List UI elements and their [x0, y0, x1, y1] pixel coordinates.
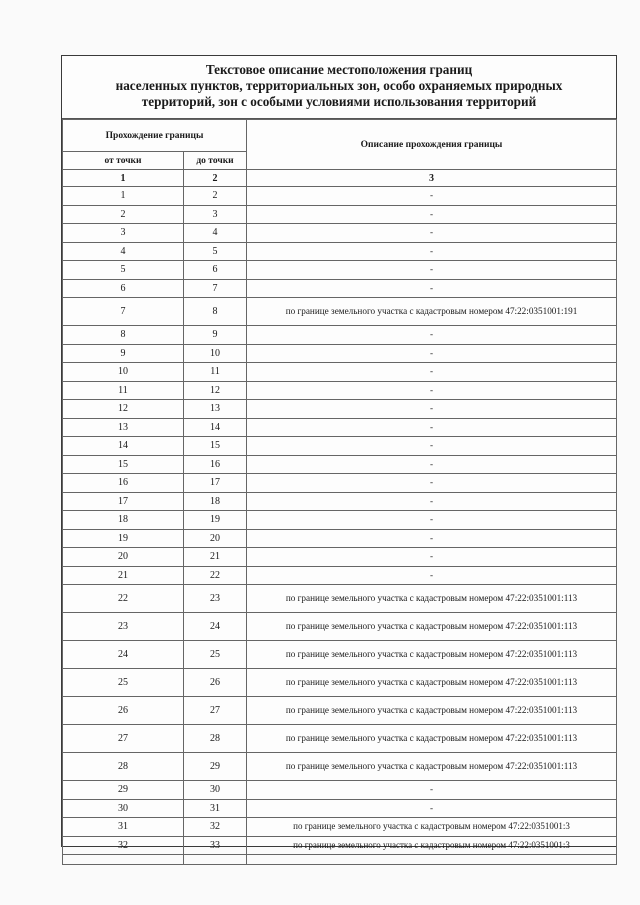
cell-description: - — [247, 205, 617, 224]
cell-from-point: 24 — [63, 641, 184, 669]
table-row — [63, 344, 617, 363]
cell-to-point: 4 — [184, 224, 247, 243]
cell-description: по границе земельного участка с кадастровым номером 47:22:0351001:3 — [247, 836, 617, 855]
header-passage: Прохождение границы — [63, 120, 247, 152]
cell-description: - — [247, 363, 617, 382]
cell-empty — [184, 855, 247, 865]
cell-description: по границе земельного участка с кадастровым номером 47:22:0351001:191 — [247, 298, 617, 326]
table-row — [63, 437, 617, 456]
table-row — [63, 836, 617, 855]
cell-from-point: 5 — [63, 261, 184, 280]
boundary-table — [62, 119, 617, 865]
table-row — [63, 529, 617, 548]
cell-to-point: 26 — [184, 669, 247, 697]
table-row — [63, 511, 617, 530]
table-row — [63, 298, 617, 326]
cell-to-point: 15 — [184, 437, 247, 456]
cell-to-point: 21 — [184, 548, 247, 567]
table-row — [63, 418, 617, 437]
table-row — [63, 261, 617, 280]
header-to-point: до точки — [184, 152, 247, 170]
cell-description: по границе земельного участка с кадастровым номером 47:22:0351001:113 — [247, 697, 617, 725]
cell-to-point: 2 — [184, 187, 247, 206]
cell-from-point: 28 — [63, 753, 184, 781]
cell-to-point: 6 — [184, 261, 247, 280]
cell-to-point: 10 — [184, 344, 247, 363]
cell-from-point: 22 — [63, 585, 184, 613]
table-row — [63, 781, 617, 800]
table-row — [63, 697, 617, 725]
cell-to-point: 5 — [184, 242, 247, 261]
table-row — [63, 753, 617, 781]
cell-to-point: 7 — [184, 279, 247, 298]
cell-empty — [247, 855, 617, 865]
table-row — [63, 492, 617, 511]
title-line-2: населенных пунктов, территориальных зон, особо охраняемых природных — [115, 78, 563, 93]
table-row — [63, 669, 617, 697]
cell-to-point: 24 — [184, 613, 247, 641]
cell-from-point: 6 — [63, 279, 184, 298]
header-from-point: от точки — [63, 152, 184, 170]
cell-from-point: 1 — [63, 187, 184, 206]
table-body — [63, 187, 617, 865]
cell-description: по границе земельного участка с кадастровым номером 47:22:0351001:3 — [247, 818, 617, 837]
cell-description: - — [247, 418, 617, 437]
cell-from-point: 13 — [63, 418, 184, 437]
cell-to-point: 12 — [184, 381, 247, 400]
cell-description: - — [247, 437, 617, 456]
cell-to-point: 8 — [184, 298, 247, 326]
cell-to-point: 14 — [184, 418, 247, 437]
cell-to-point: 16 — [184, 455, 247, 474]
cell-description: - — [247, 344, 617, 363]
cell-to-point: 23 — [184, 585, 247, 613]
cell-from-point: 23 — [63, 613, 184, 641]
cell-from-point: 19 — [63, 529, 184, 548]
table-row — [63, 818, 617, 837]
cell-description: - — [247, 492, 617, 511]
header-column-number: 1 — [63, 170, 184, 187]
cell-description: по границе земельного участка с кадастровым номером 47:22:0351001:113 — [247, 585, 617, 613]
header-column-number: 2 — [184, 170, 247, 187]
cell-to-point: 22 — [184, 566, 247, 585]
table-row — [63, 566, 617, 585]
cell-to-point: 20 — [184, 529, 247, 548]
cell-from-point: 14 — [63, 437, 184, 456]
cell-to-point: 29 — [184, 753, 247, 781]
cell-from-point: 21 — [63, 566, 184, 585]
cell-from-point: 16 — [63, 474, 184, 493]
cell-description: - — [247, 455, 617, 474]
cell-to-point: 25 — [184, 641, 247, 669]
cell-from-point: 2 — [63, 205, 184, 224]
cell-from-point: 18 — [63, 511, 184, 530]
table-row — [63, 242, 617, 261]
cell-from-point: 20 — [63, 548, 184, 567]
cell-from-point: 9 — [63, 344, 184, 363]
table-row — [63, 187, 617, 206]
cell-to-point: 13 — [184, 400, 247, 419]
table-row — [63, 474, 617, 493]
table-row — [63, 613, 617, 641]
document-title — [62, 56, 616, 119]
table-row — [63, 799, 617, 818]
cell-description: - — [247, 511, 617, 530]
cell-from-point: 32 — [63, 836, 184, 855]
cell-to-point: 28 — [184, 725, 247, 753]
cell-from-point: 27 — [63, 725, 184, 753]
table-row — [63, 326, 617, 345]
cell-from-point: 29 — [63, 781, 184, 800]
cell-from-point: 3 — [63, 224, 184, 243]
table-row — [63, 548, 617, 567]
table-row — [63, 400, 617, 419]
table-row — [63, 205, 617, 224]
cell-description: - — [247, 224, 617, 243]
cell-description: - — [247, 799, 617, 818]
cell-from-point: 10 — [63, 363, 184, 382]
cell-to-point: 30 — [184, 781, 247, 800]
cell-to-point: 18 — [184, 492, 247, 511]
table-row — [63, 725, 617, 753]
table-row — [63, 279, 617, 298]
cell-empty — [63, 855, 184, 865]
table-row — [63, 381, 617, 400]
cell-from-point: 25 — [63, 669, 184, 697]
cell-to-point: 3 — [184, 205, 247, 224]
cell-description: - — [247, 474, 617, 493]
cell-to-point: 27 — [184, 697, 247, 725]
cell-to-point: 9 — [184, 326, 247, 345]
cell-to-point: 33 — [184, 836, 247, 855]
cell-to-point: 32 — [184, 818, 247, 837]
cell-description: по границе земельного участка с кадастровым номером 47:22:0351001:113 — [247, 613, 617, 641]
cell-to-point: 11 — [184, 363, 247, 382]
title-line-3: территорий, зон с особыми условиями использования территорий — [141, 94, 537, 109]
table-row — [63, 455, 617, 474]
cell-from-point: 17 — [63, 492, 184, 511]
cell-to-point: 31 — [184, 799, 247, 818]
cell-from-point: 26 — [63, 697, 184, 725]
cell-from-point: 30 — [63, 799, 184, 818]
cell-from-point: 15 — [63, 455, 184, 474]
cell-description: по границе земельного участка с кадастровым номером 47:22:0351001:113 — [247, 669, 617, 697]
cell-description: - — [247, 381, 617, 400]
cell-description: по границе земельного участка с кадастровым номером 47:22:0351001:113 — [247, 725, 617, 753]
cell-from-point: 4 — [63, 242, 184, 261]
cell-from-point: 31 — [63, 818, 184, 837]
table-row — [63, 363, 617, 382]
cell-description: - — [247, 548, 617, 567]
cell-from-point: 8 — [63, 326, 184, 345]
cell-description: - — [247, 781, 617, 800]
title-line-1: Текстовое описание местоположения границ — [205, 62, 473, 77]
cell-description: - — [247, 400, 617, 419]
cell-description: - — [247, 566, 617, 585]
cell-to-point: 17 — [184, 474, 247, 493]
cell-description: - — [247, 242, 617, 261]
cell-from-point: 7 — [63, 298, 184, 326]
header-column-number: 3 — [247, 170, 617, 187]
cell-description: - — [247, 261, 617, 280]
cell-from-point: 11 — [63, 381, 184, 400]
cell-to-point: 19 — [184, 511, 247, 530]
cell-description: по границе земельного участка с кадастровым номером 47:22:0351001:113 — [247, 641, 617, 669]
table-row-empty — [63, 855, 617, 865]
cell-from-point: 12 — [63, 400, 184, 419]
cell-description: по границе земельного участка с кадастровым номером 47:22:0351001:113 — [247, 753, 617, 781]
table-row — [63, 224, 617, 243]
cell-description: - — [247, 279, 617, 298]
cell-description: - — [247, 187, 617, 206]
table-row — [63, 641, 617, 669]
table-row — [63, 585, 617, 613]
cell-description: - — [247, 326, 617, 345]
cell-description: - — [247, 529, 617, 548]
document-sheet — [61, 55, 617, 851]
header-description: Описание прохождения границы — [247, 120, 617, 170]
